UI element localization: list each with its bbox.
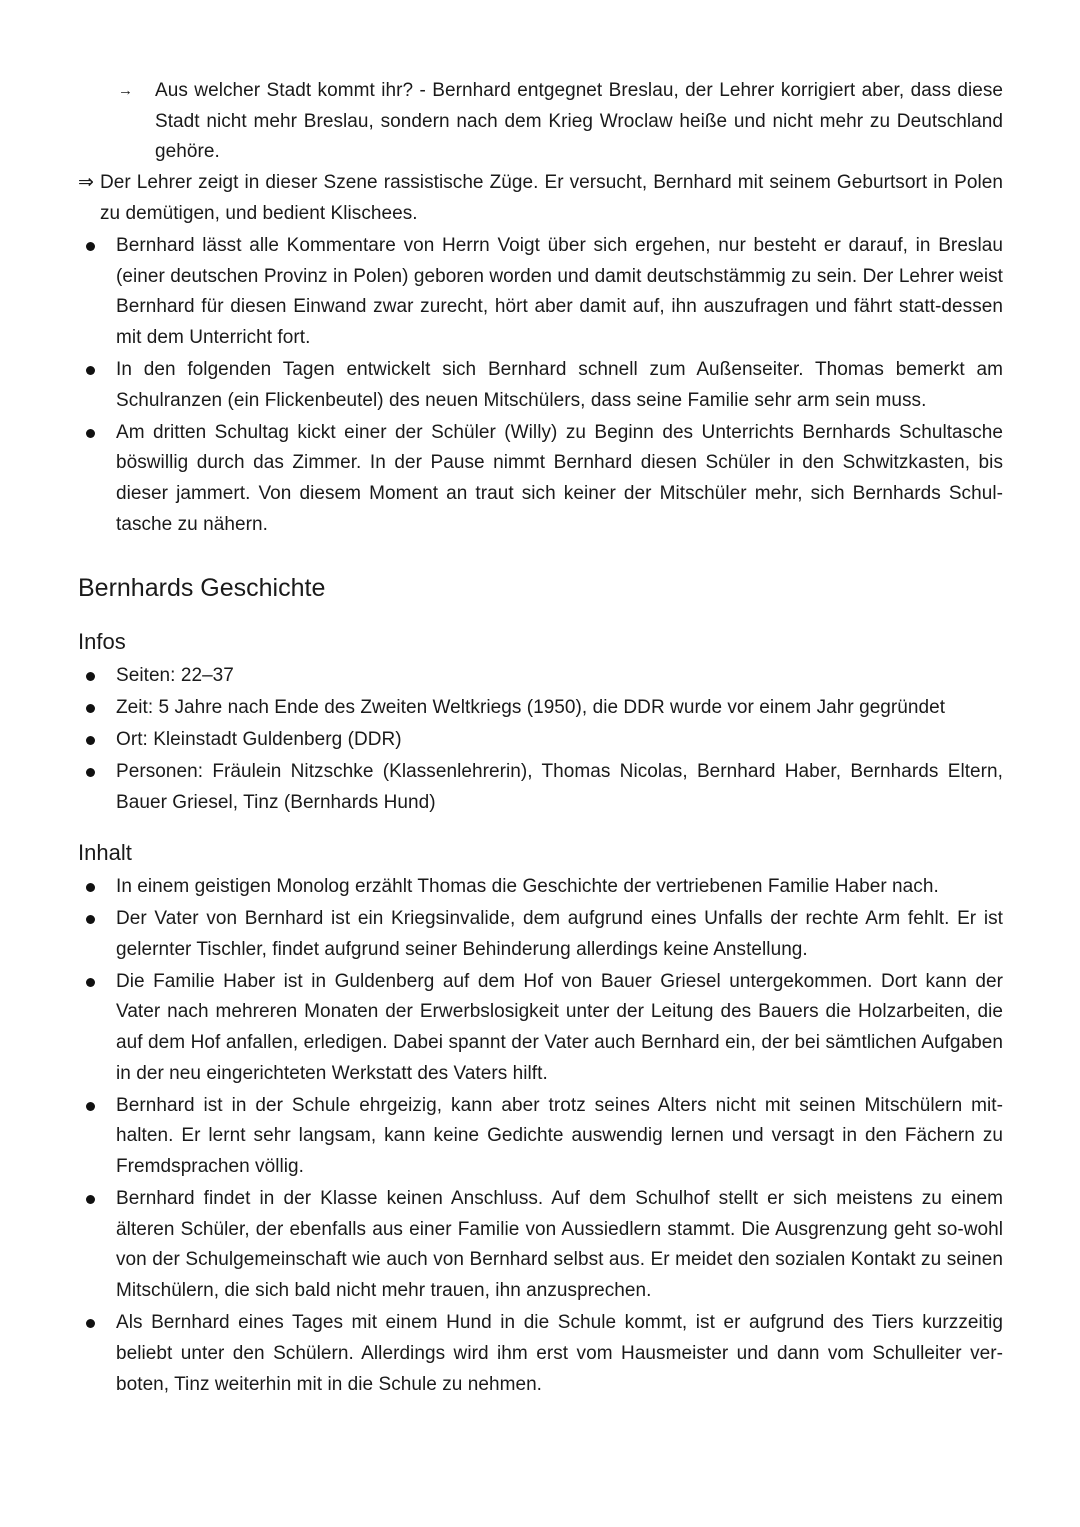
arrow-list-item [78, 76, 1003, 168]
conclusion-paragraph [78, 168, 1003, 229]
bullet-icon [86, 366, 95, 375]
inhalt-heading: Inhalt [78, 839, 132, 865]
bullet-icon [86, 768, 95, 777]
list-item [78, 355, 1003, 416]
list-item [78, 757, 1003, 818]
section-title: Bernhards Geschichte [78, 574, 326, 603]
list-item [78, 1091, 1003, 1183]
list-item-text: Personen: Fräulein Nitzschke (Klassenlehrerin), Thomas Nicolas, Bernhard Haber, Bernhards Eltern, Bauer Griesel, Tinz (Bernhards Hund) [116, 761, 1003, 814]
bullet-icon [86, 915, 95, 924]
bullet-icon [86, 1102, 95, 1111]
list-item [78, 872, 1003, 903]
document-page [78, 76, 1003, 1400]
list-item-text: Bernhard ist in der Schule ehrgeizig, kann aber trotz seines Alters nicht mit seinen Mitschülern mit-halten. Er lernt sehr langsam, kann keine Gedichte auswendig lernen und versagt in den Fächern zu Fremdsprachen völlig. [116, 1094, 1003, 1178]
list-item-text: Bernhard lässt alle Kommentare von Herrn Voigt über sich ergehen, nur besteht er darauf, in Breslau (einer deutschen Provinz in Polen) geboren worden und damit deutschstämmig zu sein. Der Lehrer weist Bernhard für diesen Einwand zwar zurecht, hört aber damit auf, ihn auszufragen und fährt statt-dessen mit dem Unterricht fort. [116, 234, 1003, 348]
inhalt-list [78, 872, 1003, 1400]
arrow-item-text: Aus welcher Stadt kommt ihr? - Bernhard entgegnet Breslau, der Lehrer korrigiert aber, dass diese Stadt nicht mehr Breslau, sondern nach dem Krieg Wroclaw heiße und nicht mehr zu Deutschland gehöre. [155, 80, 1003, 163]
bullet-icon [86, 1195, 95, 1204]
list-item-text: Am dritten Schultag kickt einer der Schüler (Willy) zu Beginn des Unterrichts Bernhards Schultasche böswillig durch das Zimmer. In der Pause nimmt Bernhard diesen Schüler in den Schwitzkasten, bis dieser jammert. Von diesem Moment an traut sich keiner der Mitschüler mehr, sich Bernhards Schul-tasche zu nähern. [116, 421, 1003, 535]
list-item [78, 661, 1003, 692]
intro-bullet-list [78, 231, 1003, 541]
list-item-text: Die Familie Haber ist in Guldenberg auf dem Hof von Bauer Griesel untergekommen. Dort kann der Vater nach mehreren Monaten der Erwerbslosigkeit unter der Leitung des Bauers die Holzarbeiten, die auf dem Hof anfallen, erledigen. Dabei spannt der Vater auch Bernhard ein, der bei sämtlichen Aufgaben in der neu eingerichteten Werkstatt des Vaters hilft. [116, 970, 1003, 1084]
list-item [78, 967, 1003, 1090]
list-item-text: In den folgenden Tagen entwickelt sich Bernhard schnell zum Außenseiter. Thomas bemerkt am Schulranzen (ein Flickenbeutel) des neuen Mitschülers, dass seine Familie sehr arm sein muss. [116, 358, 1003, 411]
list-item-text: In einem geistigen Monolog erzählt Thomas die Geschichte der vertriebenen Familie Haber nach. [116, 875, 939, 897]
bullet-icon [86, 736, 95, 745]
bullet-icon [86, 672, 95, 681]
list-item [78, 1308, 1003, 1400]
implies-arrow-icon: ⇒ [78, 172, 94, 194]
list-item-text: Zeit: 5 Jahre nach Ende des Zweiten Weltkriegs (1950), die DDR wurde vor einem Jahr gegründet [116, 697, 946, 719]
list-item [78, 725, 1003, 756]
list-item [78, 693, 1003, 724]
bullet-icon [86, 704, 95, 713]
list-item [78, 418, 1003, 541]
right-arrow-icon: → [118, 82, 134, 99]
list-item-text: Der Vater von Bernhard ist ein Kriegsinvalide, dem aufgrund eines Unfalls der rechte Arm fehlt. Er ist gelernter Tischler, findet aufgrund seiner Behinderung allerdings keine Anstellung. [116, 907, 1003, 960]
list-item-text: Bernhard findet in der Klasse keinen Anschluss. Auf dem Schulhof stellt er sich meistens zu einem älteren Schüler, der ebenfalls aus einer Familie von Aussiedlern stammt. Die Ausgrenzung geht so-wohl von der Schulgemeinschaft wie auch von Bernhard selbst aus. Er meidet den sozialen Kontakt zu seinen Mitschülern, die sich bald nicht mehr trauen, ihn anzusprechen. [116, 1188, 1003, 1302]
bullet-icon [86, 429, 95, 438]
list-item-text: Ort: Kleinstadt Guldenberg (DDR) [116, 729, 402, 751]
list-item [78, 231, 1003, 354]
bullet-icon [86, 978, 95, 987]
list-item-text: Als Bernhard eines Tages mit einem Hund in die Schule kommt, ist er aufgrund des Tiers kurzzeitig beliebt unter den Schülern. Allerdings wird ihm erst vom Hausmeister und dann vom Schulleiter ver-boten, Tinz weiterhin mit in die Schule zu nehmen. [116, 1312, 1003, 1395]
infos-list [78, 661, 1003, 818]
bullet-icon [86, 1319, 95, 1328]
list-item-text: Seiten: 22–37 [116, 665, 234, 687]
list-item [78, 904, 1003, 965]
conclusion-text: Der Lehrer zeigt in dieser Szene rassistische Züge. Er versucht, Bernhard mit seinem Geburtsort in Polen zu demütigen, und bedient Klischees. [100, 172, 1003, 224]
infos-heading: Infos [78, 629, 126, 655]
list-item [78, 1184, 1003, 1307]
bullet-icon [86, 883, 95, 892]
bullet-icon [86, 242, 95, 251]
